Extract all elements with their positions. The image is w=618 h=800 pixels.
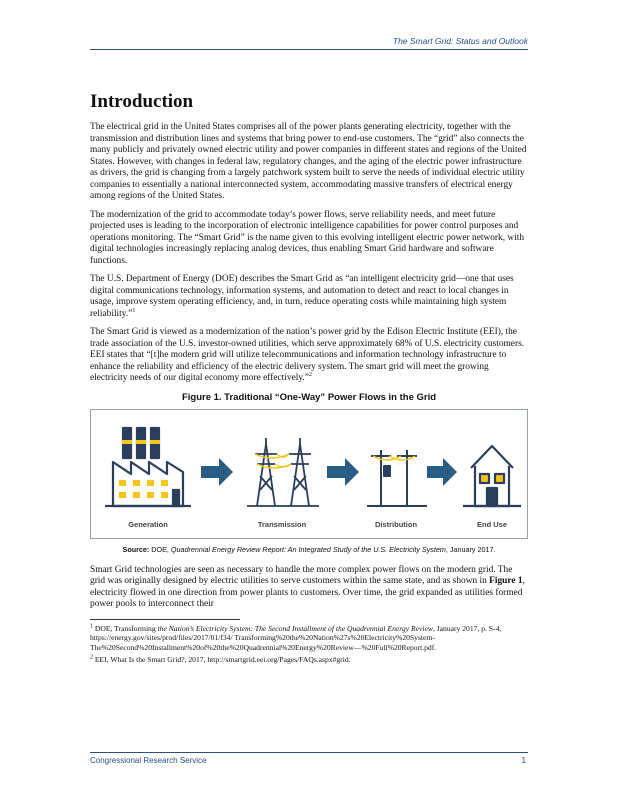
source-label: Source: xyxy=(122,545,150,554)
paragraph-3-text: The U.S. Department of Energy (DOE) describes the Smart Grid as “an intelligent electricity grid—one that uses digital communications technology, information systems, and automation to detect and react to local changes in usage, improve system operating efficiency, and, in turn, reduce operating costs while maintaining high system reliability.” xyxy=(90,274,514,319)
footnote-2-text[interactable]: EEI, What Is the Smart Grid?, 2017, http://smartgrid.eei.org/Pages/FAQs.aspx#grid. xyxy=(93,655,351,664)
paragraph-4 xyxy=(90,327,528,385)
figure-caption: Figure 1. Traditional “One-Way” Power Flows in the Grid xyxy=(181,391,437,403)
arrow-2-icon xyxy=(327,458,359,486)
footnote-rule xyxy=(90,619,240,620)
paragraph-2: The modernization of the grid to accommodate today’s power flows, serve reliability needs, and meet future projected uses is leading to the incorporation of electronic intelligence capabilities for power control purposes and operations monitoring. The “Smart Grid” is the name given to this evolving intelligent electric power network, with digital technologies increasingly replacing analog devices, thus enabling Smart Grid hardware and software functions. xyxy=(90,209,525,266)
running-header: The Smart Grid: Status and Outlook xyxy=(392,36,528,46)
stage-label-end-use: End Use xyxy=(476,520,508,529)
footnote-ref-1[interactable]: 1 xyxy=(132,307,136,314)
footer-organization: Congressional Research Service xyxy=(90,756,207,765)
house-icon xyxy=(463,446,521,506)
source-post: , January 2017. xyxy=(445,545,496,554)
page-content xyxy=(90,90,528,668)
stage-label-distribution: Distribution xyxy=(374,520,418,529)
power-flow-figure xyxy=(90,409,528,539)
footnote-1-number: 1 xyxy=(90,622,93,629)
paragraph-5-text-b: , electricity flowed in one direction from power plants to customers. Over time, the grid expanded as utilities formed power pools to interconnect their xyxy=(90,576,525,609)
arrow-3-icon xyxy=(427,458,457,486)
footnote-1-text-a: DOE, Transforming xyxy=(93,623,158,633)
paragraph-3 xyxy=(90,274,528,320)
page-number: 1 xyxy=(521,756,526,765)
footnote-2-number: 2 xyxy=(90,654,93,661)
footnote-ref-2[interactable]: 2 xyxy=(308,371,312,378)
utility-poles-icon xyxy=(367,450,427,506)
paragraph-1: The electrical grid in the United States comprises all of the power plants generating electricity, together with the transmission and distribution lines and systems that bring power to end-use customers. The “grid” also connects the many publicly and privately owned electric utility and power companies in different states and regions of the United States. However, with changes in federal law, regulatory changes, and the aging of the electric power infrastructure as drivers, the grid is changing from a largely patchwork system built to serve the needs of individual electric utility companies to essentially a national interconnected system, accommodating massive transfers of electrical energy among regions of the United States. xyxy=(90,122,527,201)
transmission-towers-icon xyxy=(247,438,319,506)
footnote-1 xyxy=(90,624,528,653)
header-rule xyxy=(90,49,528,50)
page-title: Introduction xyxy=(90,91,194,112)
stage-label-generation: Generation xyxy=(128,520,168,529)
paragraph-4-text: The Smart Grid is viewed as a modernization of the nation’s power grid by the Edison Electric Institute (EEI), the trade association of the U.S. investor-owned utilities, which serve approximately 68% of U.S. electricity customers. EEI states that “[t]he modern grid will utilize telecommunications and information technology infrastructure to enhance the reliability and efficiency of the electric delivery system. The smart grid will meet the growing electricity needs of our digital economy more effectively.” xyxy=(90,327,525,383)
footnote-1-text-b[interactable]: , January 2017, p. S-4, https://energy.gov/sites/prod/files/2017/01/f34/ Transforming%20the%20Nation%27s%20Electricity%20System-The%20Second%20Installment%20of%20the%20Quadrennial%20Energy%20Review—%20Full%20Report.pdf. xyxy=(90,623,502,652)
power-plant-icon xyxy=(105,428,191,506)
paragraph-5-text-a: Smart Grid technologies are seen as necessary to handle the more complex power flows on the modern grid. The grid was originally designed by electric utilities to serve customers within the same state, and as shown in xyxy=(90,564,513,586)
source-title: Quadrennial Energy Review Report: An Integrated Study of the U.S. Electricity System xyxy=(170,545,446,554)
stage-label-transmission: Transmission xyxy=(257,520,307,529)
source-pre: DOE, xyxy=(149,545,171,554)
figure-1-reference[interactable]: Figure 1 xyxy=(489,576,523,586)
footnote-1-title: the Nation’s Electricity System: The Second Installment of the Quadrennial Energy Review xyxy=(157,623,433,633)
footnote-2 xyxy=(90,655,528,665)
arrow-1-icon xyxy=(201,458,233,486)
figure-source xyxy=(90,544,528,556)
paragraph-5 xyxy=(90,565,528,611)
footer-rule xyxy=(90,752,528,753)
